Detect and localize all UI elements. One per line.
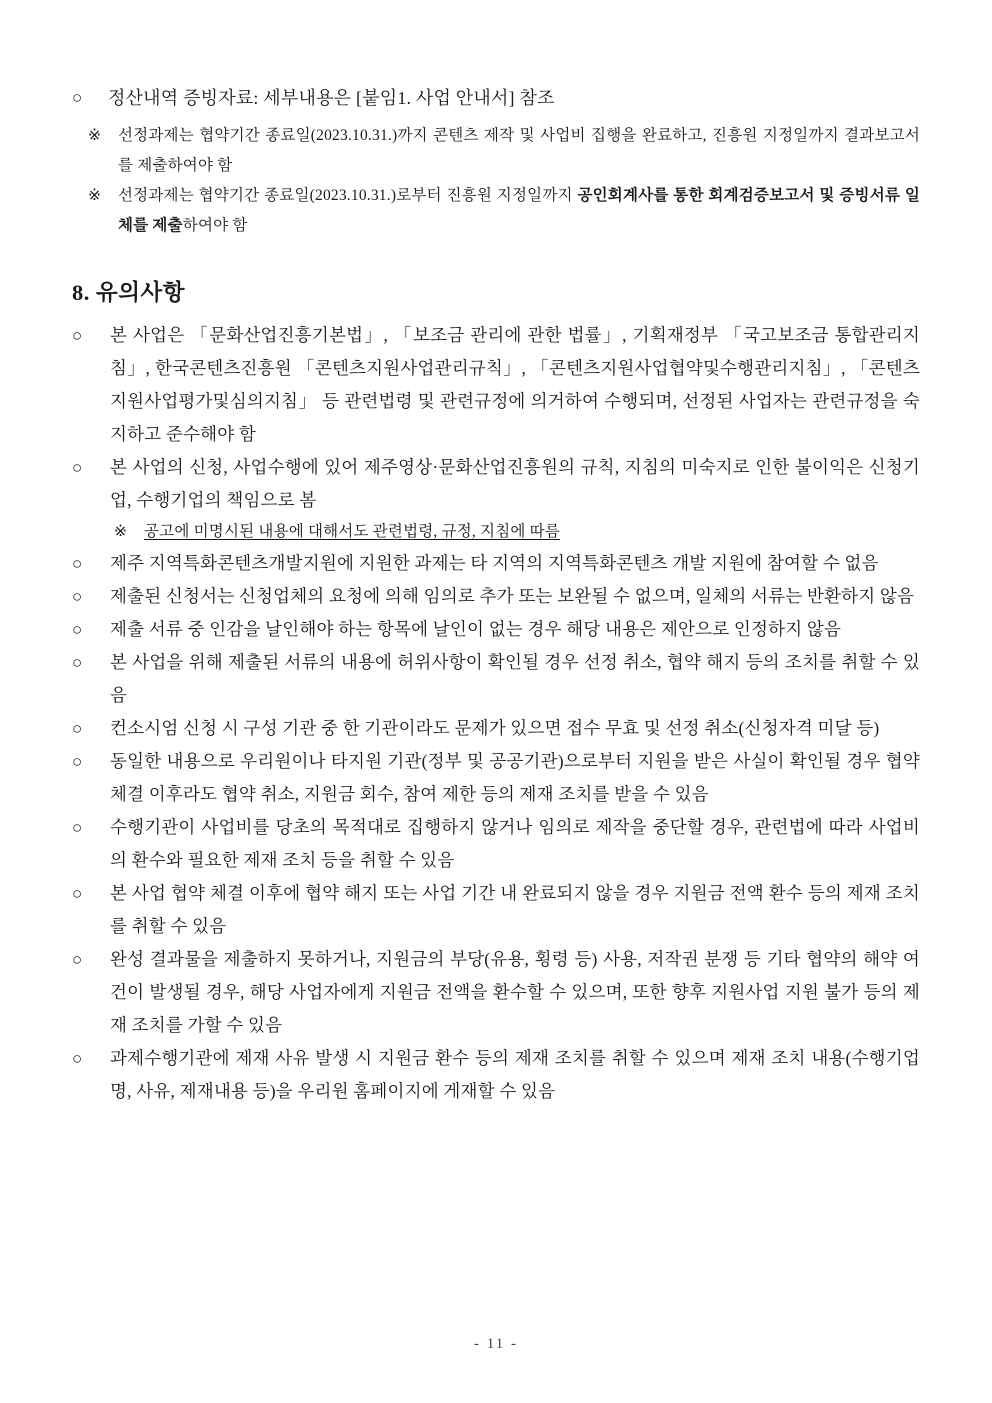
circle-bullet-icon: ○ <box>72 458 83 477</box>
text-segment: 제출된 신청서는 신청업체의 요청에 의해 임의로 추가 또는 보완될 수 없으며, 일체의 서류는 반환하지 않음 <box>110 586 915 606</box>
reference-note <box>114 517 920 547</box>
notice-section <box>72 278 920 1108</box>
notice-item-text <box>110 451 920 547</box>
reference-mark-icon: ※ <box>114 523 128 540</box>
notice-item-text <box>110 580 920 613</box>
circle-bullet-icon: ○ <box>72 1049 83 1068</box>
notice-item <box>72 811 920 877</box>
text-segment: 제주 지역특화콘텐츠개발지원에 지원한 과제는 타 지역의 지역특화콘텐츠 개발 지원에 참여할 수 없음 <box>110 553 879 573</box>
note-text <box>144 523 560 540</box>
settlement-section <box>72 84 920 241</box>
notice-item <box>72 613 920 646</box>
circle-bullet-icon: ○ <box>72 884 83 903</box>
text-segment: 공인회계사를 통한 회계검증보고서 및 증빙서류 일체를 제출 <box>118 187 921 234</box>
text-segment: 선정과제는 협약기간 종료일(2023.10.31.)까지 콘텐츠 제작 및 사업비 집행을 완료하고, 진흥원 지정일까지 결과보고서를 제출하여야 함 <box>118 127 920 174</box>
text-segment: 본 사업을 위해 제출된 서류의 내용에 허위사항이 확인될 경우 선정 취소, 협약 해지 등의 조치를 취할 수 있음 <box>110 652 920 705</box>
notice-item-text <box>110 319 920 451</box>
notice-item-text <box>110 943 920 1042</box>
text-segment: 완성 결과물을 제출하지 못하거나, 지원금의 부당(유용, 횡령 등) 사용, 저작권 분쟁 등 기타 협약의 해약 여건이 발생될 경우, 해당 사업자에게 지원금 전액을 환수할 수 있으며, 또한 향후 지원사업 지원 불가 등의 제재 조치를 가할 수 있음 <box>110 949 920 1035</box>
text-segment: 제출 서류 중 인감을 날인해야 하는 항목에 날인이 없는 경우 해당 내용은 제안으로 인정하지 않음 <box>110 619 842 639</box>
text-segment: 본 사업의 신청, 사업수행에 있어 제주영상·문화산업진흥원의 규칙, 지침의 미숙지로 인한 불이익은 신청기업, 수행기업의 책임으로 봄 <box>110 457 920 510</box>
circle-bullet-icon: ○ <box>72 88 83 107</box>
circle-bullet-icon: ○ <box>72 653 83 672</box>
circle-bullet-icon: ○ <box>72 752 83 771</box>
notice-item <box>72 712 920 745</box>
text-segment: 동일한 내용으로 우리원이나 타지원 기관(정부 및 공공기관)으로부터 지원을 받은 사실이 확인될 경우 협약체결 이후라도 협약 취소, 지원금 회수, 참여 제한 등의 제재 조치를 받을 수 있음 <box>110 751 920 804</box>
settlement-notes <box>72 121 920 241</box>
notice-item <box>72 547 920 580</box>
reference-note <box>88 181 920 241</box>
circle-bullet-icon: ○ <box>72 620 83 639</box>
notice-item-text <box>110 613 920 646</box>
notice-item <box>72 451 920 547</box>
notice-item <box>72 877 920 943</box>
notice-item-text <box>110 547 920 580</box>
circle-bullet-icon: ○ <box>72 719 83 738</box>
text-segment: 선정과제는 협약기간 종료일(2023.10.31.)로부터 진흥원 지정일까지 <box>118 187 578 204</box>
notice-item-text <box>110 646 920 712</box>
text-segment: 공고에 미명시된 내용에 대해서도 관련법령, 규정, 지침에 따름 <box>144 523 561 540</box>
notice-item-text <box>110 877 920 943</box>
circle-bullet-icon: ○ <box>72 554 83 573</box>
reference-note <box>88 121 920 181</box>
notice-item-text <box>110 745 920 811</box>
note-text <box>118 127 920 174</box>
circle-bullet-icon: ○ <box>72 326 83 345</box>
text-segment: 수행기관이 사업비를 당초의 목적대로 집행하지 않거나 임의로 제작을 중단할 경우, 관련법에 따라 사업비의 환수와 필요한 제재 조치 등을 취할 수 있음 <box>110 817 920 870</box>
notice-section-heading: 8. 유의사항 <box>72 280 185 305</box>
notice-item <box>72 319 920 451</box>
notice-item <box>72 1042 920 1108</box>
circle-bullet-icon: ○ <box>72 587 83 606</box>
notice-item-text <box>110 1042 920 1108</box>
notice-item-text <box>110 811 920 877</box>
text-segment: 본 사업 협약 체결 이후에 협약 해지 또는 사업 기간 내 완료되지 않을 경우 지원금 전액 환수 등의 제재 조치를 취할 수 있음 <box>110 883 920 936</box>
settlement-title-line <box>72 84 920 112</box>
reference-mark-icon: ※ <box>88 187 102 204</box>
notice-item-text <box>110 712 920 745</box>
settlement-title: 정산내역 증빙자료: 세부내용은 [붙임1. 사업 안내서] 참조 <box>108 88 555 108</box>
text-segment: 과제수행기관에 제재 사유 발생 시 지원금 환수 등의 제재 조치를 취할 수 있으며 제재 조치 내용(수행기업명, 사유, 제재내용 등)을 우리원 홈페이지에 게재할 수 있음 <box>110 1048 920 1101</box>
note-text <box>118 187 920 234</box>
page-number: - 11 - <box>474 1336 518 1352</box>
reference-mark-icon: ※ <box>88 127 102 144</box>
text-segment: 하여야 함 <box>182 217 248 234</box>
circle-bullet-icon: ○ <box>72 818 83 837</box>
text-segment: 본 사업은 「문화산업진흥기본법」, 「보조금 관리에 관한 법률」, 기획재정부 「국고보조금 통합관리지침」, 한국콘텐츠진흥원 「콘텐츠지원사업관리규칙」, 「콘텐츠지원사업협약및수행관리지침」, 「콘텐츠지원사업평가및심의지침」 등 관련법령 및 관련규정에 의거하여 수행되며, 선정된 사업자는 관련규정을 숙지하고 준수해야 함 <box>110 325 920 444</box>
notice-item <box>72 943 920 1042</box>
notice-item <box>72 580 920 613</box>
circle-bullet-icon: ○ <box>72 950 83 969</box>
notice-item-list <box>72 319 920 1108</box>
text-segment: 컨소시엄 신청 시 구성 기관 중 한 기관이라도 문제가 있으면 접수 무효 및 선정 취소(신청자격 미달 등) <box>110 718 880 738</box>
notice-item <box>72 745 920 811</box>
notice-item <box>72 646 920 712</box>
